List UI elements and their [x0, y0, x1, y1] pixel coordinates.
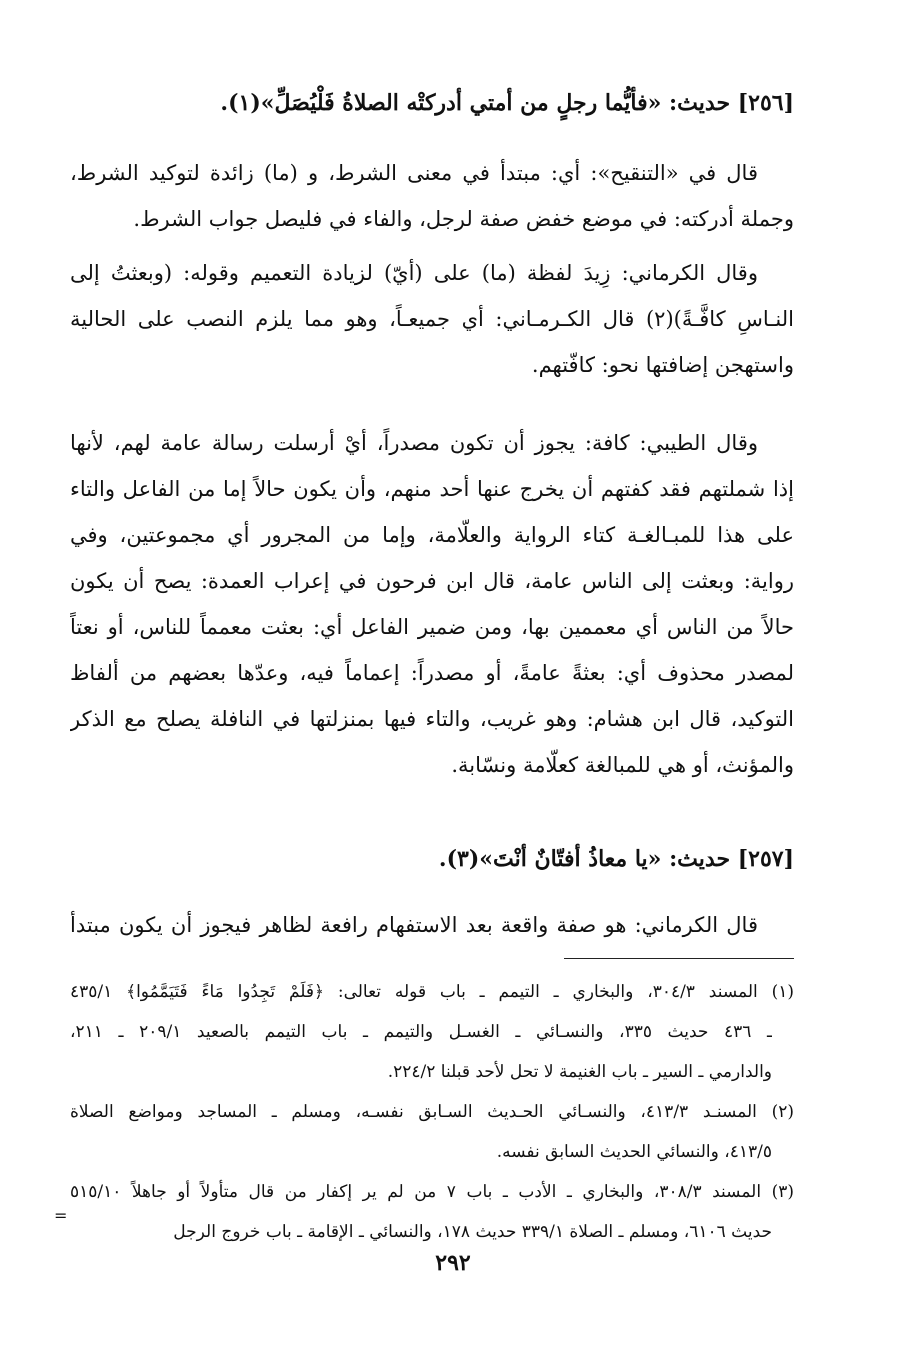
footnote-divider: [564, 958, 794, 959]
footnote-line: حديث ٦١٠٦، ومسلم ـ الصلاة ٣٣٩/١ حديث ١٧٨، والنسائي ـ الإقامة ـ باب خروج الرجل: [173, 1222, 772, 1242]
footnote-line: (١) المسند ٣٠٤/٣، والبخاري ـ التيمم ـ باب قوله تعالى: ﴿فَلَمْ تَجِدُوا مَاءً فَتَيَمَّمُوا﴾ ٤٣٥/١: [70, 982, 794, 1002]
hadith-256-heading: [٢٥٦] حديث: «فأيُّما رجلٍ من أمتي أدركتْه الصلاةُ فَلْيُصَلِّ»(١).: [220, 90, 794, 116]
footnote-line: والدارمي ـ السير ـ باب الغنيمة لا تحل لأحد قبلنا ٢٢٤/٢.: [387, 1062, 772, 1082]
hadith-256-section: [70, 80, 794, 126]
hadith-257-heading: [٢٥٧] حديث: «يا معاذُ أفتّانٌ أنْتَ»(٣).: [438, 846, 794, 872]
text-line: قال في «التنقيح»: أي: مبتدأ في معنى الشرط، و (ما) زائدة لتوكيد الشرط،: [70, 161, 758, 185]
text-line: والمؤنث، أو هي للمبالغة كعلّامة ونسّابة.: [451, 753, 794, 777]
paragraph-kirmani: [70, 250, 794, 388]
paragraph-tibi: [70, 420, 794, 788]
footnote-line: ٤١٣/٥، والنسائي الحديث السابق نفسه.: [496, 1142, 772, 1162]
text-line: وقال الطيبي: كافة: يجوز أن تكون مصدراً، أيْ أرسلت رسالة عامة لهم، لأنها: [70, 431, 758, 455]
paragraph-tanqih: [70, 150, 794, 242]
text-line: رواية: وبعثت إلى الناس عامة، قال ابن فرحون في إعراب العمدة: يصح أن يكون: [70, 569, 794, 593]
text-line: قال الكرماني: هو صفة واقعة بعد الاستفهام رافعة لظاهر فيجوز أن يكون مبتدأ: [70, 913, 758, 937]
text-line: على هذا للمبـالغـة كتاء الرواية والعلّامة، وإما من المجرور أي مجموعتين، وفي: [70, 523, 794, 547]
text-line: واستهجن إضافتها نحو: كافّتهم.: [531, 353, 794, 377]
text-line: وقال الكرماني: زِيدَ لفظة (ما) على (أيّ) لزيادة التعميم وقوله: (وبعثتُ إلى: [70, 261, 758, 285]
footnote-line: (٢) المسنـد ٤١٣/٣، والنسـائي الحـديث السـابق نفسـه، ومسلم ـ المساجد ومواضع الصلاة: [70, 1102, 794, 1122]
continuation-mark: =: [54, 1206, 68, 1225]
paragraph-kirmani-257: [70, 902, 794, 948]
text-line: لمصدر محذوف أي: بعثةً عامةً، أو مصدراً: إعماماً فيه، وعدّها بعضهم من ألفاظ: [70, 661, 794, 685]
text-line: إذا شملتهم فقد كفتهم أن يخرج عنها أحد منهم، وأن يكون حالاً إما من الفاعل والتاء: [70, 477, 794, 501]
text-line: وجملة أدركته: في موضع خفض صفة لرجل، والفاء في فليصل جواب الشرط.: [133, 207, 794, 231]
text-line: حالاً من الناس أي معممين بها، ومن ضمير الفاعل أي: بعثت معمماً للناس، أو نعتاً: [70, 615, 794, 639]
page-number: ٢٩٢: [435, 1250, 471, 1276]
footnotes: [70, 972, 794, 1252]
footnote-line: ـ ٤٣٦ حديث ٣٣٥، والنسـائي ـ الغسـل والتيمم ـ باب التيمم بالصعيد ٢٠٩/١ ـ ٢١١،: [70, 1022, 772, 1042]
text-line: النـاسِ كافَّـةً)(٢) قال الكـرمـاني: أي جميعـاً، وهو مما يلزم النصب على الحالية: [70, 307, 794, 331]
footnote-line: (٣) المسند ٣٠٨/٣، والبخاري ـ الأدب ـ باب ٧ من لم ير إكفار من قال متأولاً أو جاهلاً ٥١٥/١٠: [70, 1182, 794, 1202]
text-line: التوكيد، قال ابن هشام: وهو غريب، والتاء فيها بمنزلتها في النافلة يصلح مع الذكر: [70, 707, 794, 731]
hadith-257-section: [70, 836, 794, 882]
